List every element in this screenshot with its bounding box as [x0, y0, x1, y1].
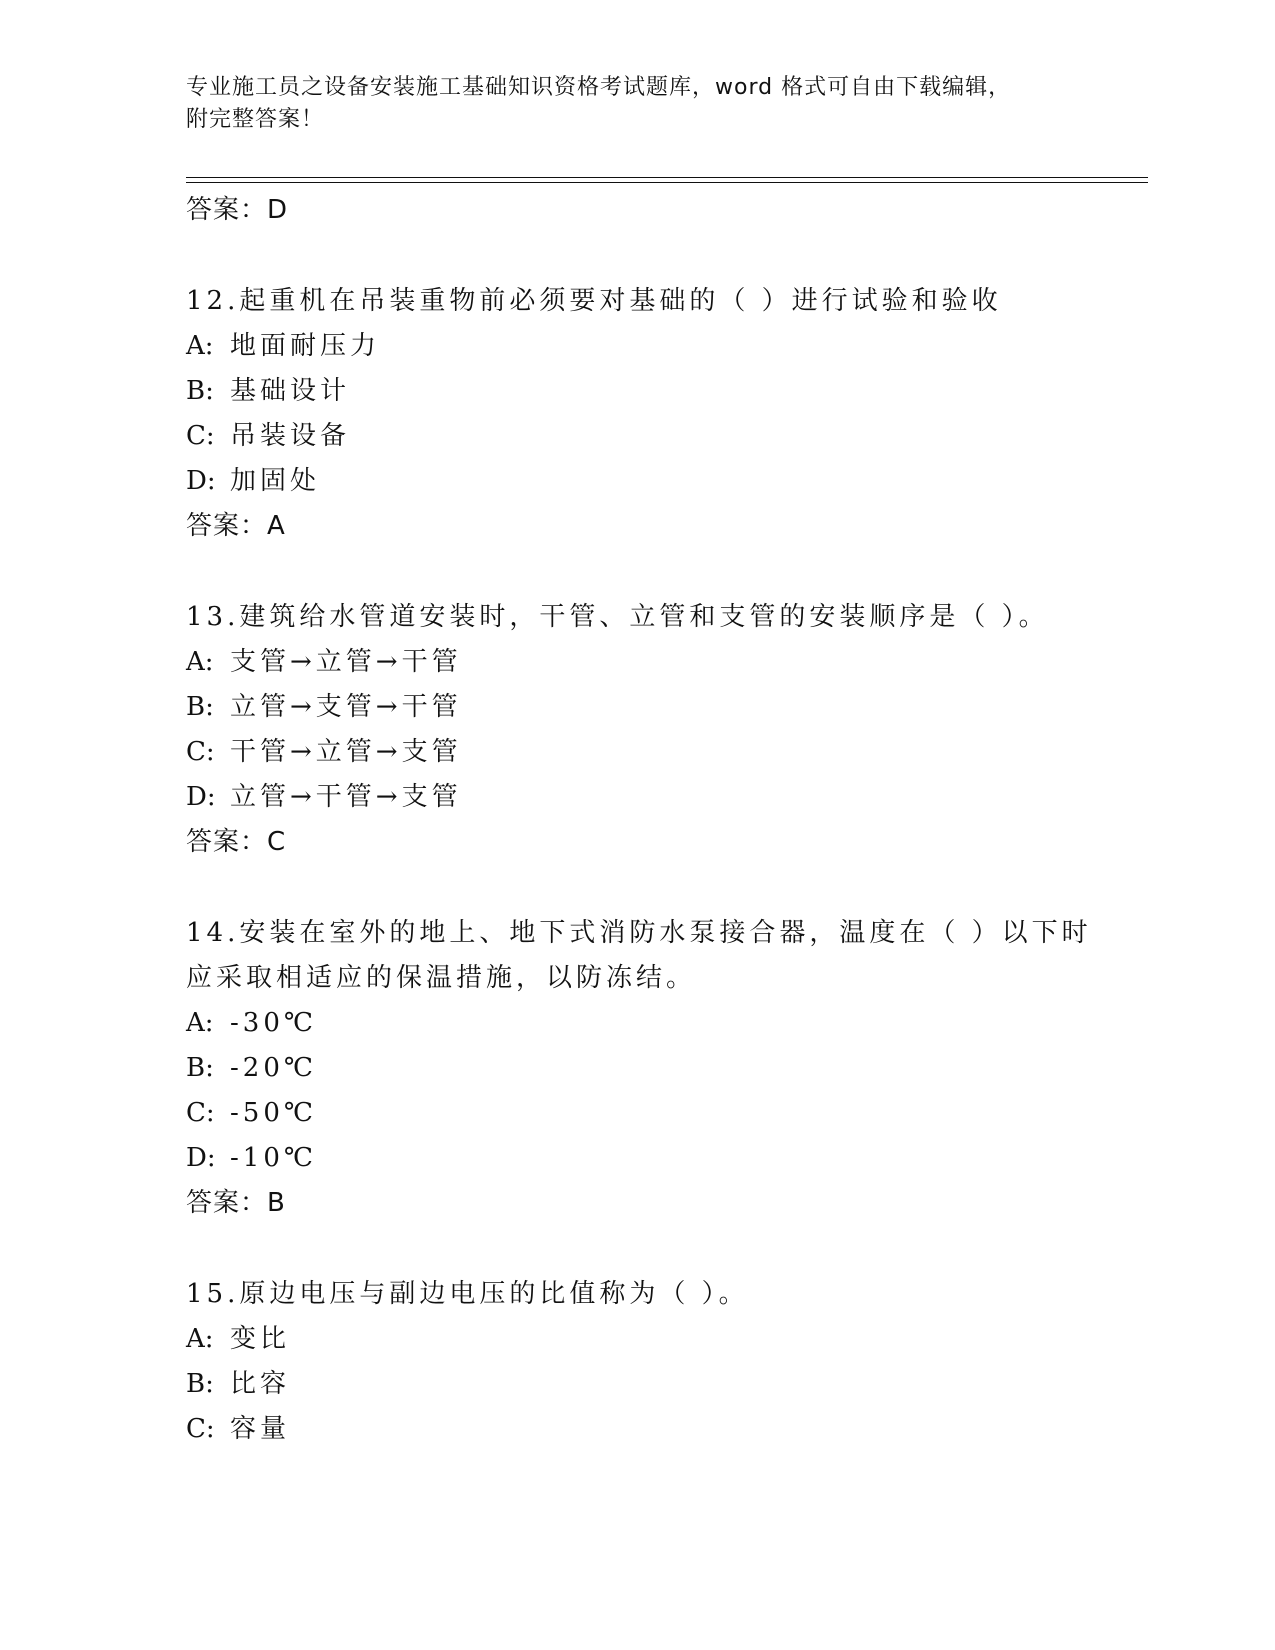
option-text: 容量: [230, 1414, 291, 1444]
question-15: [186, 1272, 1148, 1452]
option-text: 立管→支管→干管: [230, 692, 462, 722]
header-rule-top: [186, 177, 1148, 178]
option-key: B:: [186, 1053, 214, 1083]
option-text: -30℃: [230, 1008, 317, 1038]
option-key: B:: [186, 376, 214, 406]
option-text: -20℃: [230, 1053, 317, 1083]
option-b: [186, 369, 1148, 414]
option-text: -50℃: [230, 1098, 317, 1128]
spacer: [186, 549, 1148, 595]
option-text: 加固处: [230, 466, 321, 496]
option-text: -10℃: [230, 1143, 317, 1173]
option-text: 变比: [230, 1324, 291, 1354]
header-rule-bottom: [186, 182, 1148, 183]
question-text: 12.起重机在吊装重物前必须要对基础的（ ）进行试验和验收: [186, 286, 1002, 316]
option-key: B:: [186, 692, 214, 722]
question-list: [186, 188, 1148, 1452]
option-a: [186, 1001, 1148, 1046]
option-text: 支管→立管→干管: [230, 647, 462, 677]
option-key: B:: [186, 1369, 214, 1399]
question-text-continued: 应采取相适应的保温措施，以防冻结。: [186, 963, 697, 993]
option-key: A:: [186, 331, 214, 361]
question-text: 13.建筑给水管道安装时，干管、立管和支管的安装顺序是（ ）。: [186, 602, 1049, 632]
option-c: [186, 1407, 1148, 1452]
option-key: C:: [186, 421, 215, 451]
option-c: [186, 1091, 1148, 1136]
option-c: [186, 730, 1148, 775]
answer-line: 答案：B: [186, 1188, 286, 1218]
option-b: [186, 1362, 1148, 1407]
question-14: [186, 911, 1148, 1226]
spacer: [186, 233, 1148, 279]
option-text: 地面耐压力: [230, 331, 381, 361]
option-c: [186, 414, 1148, 459]
answer-line: 答案：C: [186, 827, 287, 857]
question-12: [186, 279, 1148, 549]
option-key: A:: [186, 1008, 214, 1038]
question-text: 14.安装在室外的地上、地下式消防水泵接合器，温度在（ ）以下时: [186, 918, 1092, 948]
option-d: [186, 775, 1148, 820]
spacer: [186, 865, 1148, 911]
option-key: D:: [186, 782, 216, 812]
option-key: A:: [186, 647, 214, 677]
option-key: D:: [186, 1143, 216, 1173]
answer-line: 答案：A: [186, 511, 286, 541]
option-b: [186, 1046, 1148, 1091]
option-text: 干管→立管→支管: [230, 737, 462, 767]
option-text: 比容: [230, 1369, 291, 1399]
previous-answer: 答案：D: [186, 195, 289, 225]
option-text: 吊装设备: [230, 421, 351, 451]
option-key: A:: [186, 1324, 214, 1354]
document-header: 专业施工员之设备安装施工基础知识资格考试题库，word 格式可自由下载编辑， 附完整答案！: [186, 75, 1012, 132]
option-key: C:: [186, 737, 215, 767]
option-key: C:: [186, 1414, 215, 1444]
option-key: D:: [186, 466, 216, 496]
option-a: [186, 1317, 1148, 1362]
question-13: [186, 595, 1148, 865]
option-d: [186, 1136, 1148, 1181]
option-d: [186, 459, 1148, 504]
option-b: [186, 685, 1148, 730]
option-a: [186, 324, 1148, 369]
option-a: [186, 640, 1148, 685]
option-text: 立管→干管→支管: [230, 782, 462, 812]
question-text: 15.原边电压与副边电压的比值称为（ ）。: [186, 1279, 749, 1309]
spacer: [186, 1226, 1148, 1272]
option-key: C:: [186, 1098, 215, 1128]
option-text: 基础设计: [230, 376, 351, 406]
